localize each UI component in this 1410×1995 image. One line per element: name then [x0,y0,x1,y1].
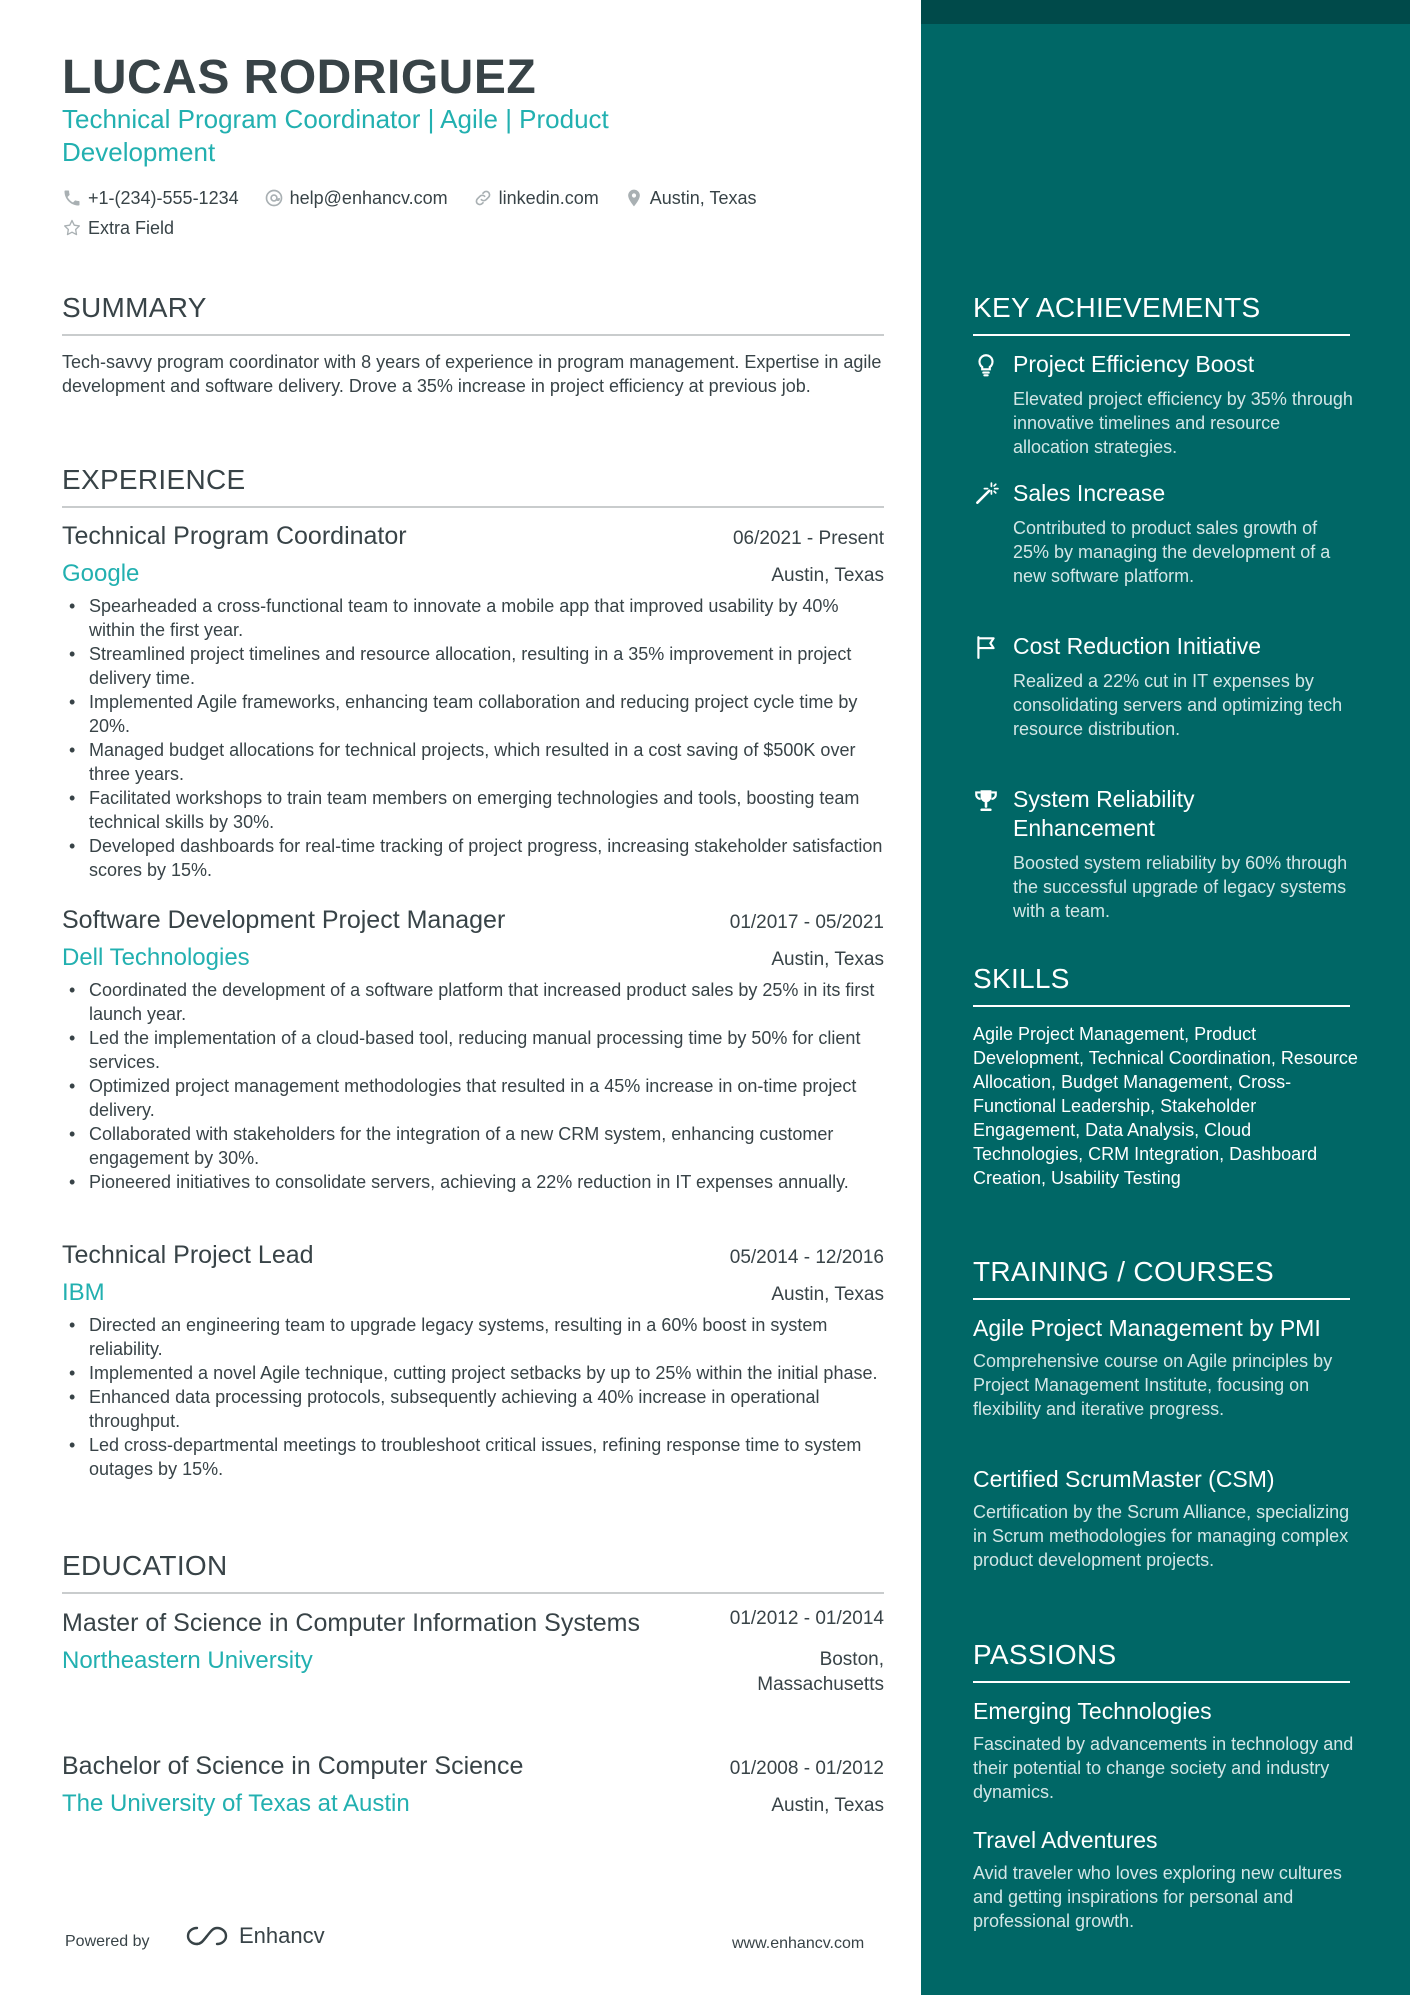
education-entry [62,1608,884,1697]
job-company[interactable]: Google [62,560,140,587]
job-bullets [62,1313,884,1481]
job-bullet: • Coordinated the development of a software platform that increased product sales by 25% in its first launch year. [62,978,884,1026]
job-bullet: • Enhanced data processing protocols, subsequently achieving a 40% increase in operational throughput. [62,1385,884,1433]
achievement-description: Boosted system reliability by 60% through the successful upgrade of legacy systems with a team. [1013,853,1348,921]
contact-location [624,185,757,211]
job-role: Technical Program Coordinator [62,522,407,550]
achievement-description: Contributed to product sales growth of 25% by managing the development of a new software platform. [1013,518,1331,586]
star-icon [62,218,82,238]
education-location: Boston, Massachusetts [757,1649,884,1695]
achievement-item [973,785,1353,923]
candidate-name: LUCAS RODRIGUEZ [62,51,537,104]
job-bullet: • Led cross-departmental meetings to troubleshoot critical issues, refining response time to system outages by 15%. [62,1433,884,1481]
achievements-heading: KEY ACHIEVEMENTS [973,292,1350,336]
job-location: Austin, Texas [771,1284,884,1305]
job-bullet: • Led the implementation of a cloud-based tool, reducing manual processing time by 50% for client services. [62,1026,884,1074]
training-description: Comprehensive course on Agile principles by Project Management Institute, focusing on flexibility and iterative progress. [973,1351,1333,1419]
achievement-title: System Reliability Enhancement [1013,786,1195,841]
magic-wand-icon [973,481,999,507]
job-entry [62,522,884,882]
training-item [973,1314,1363,1421]
achievement-item [973,632,1353,741]
passion-description: Fascinated by advancements in technology and their potential to change society and industry dynamics. [973,1734,1354,1802]
enhancv-logo-icon [183,1923,231,1949]
job-bullet: • Managed budget allocations for technical projects, which resulted in a cost saving of $500K over three years. [62,738,884,786]
training-description: Certification by the Scrum Alliance, specializing in Scrum methodologies for managing complex product development projects. [973,1502,1350,1570]
job-company[interactable]: IBM [62,1279,105,1306]
training-item [973,1465,1363,1572]
education-entry [62,1752,884,1818]
education-degree: Bachelor of Science in Computer Science [62,1752,524,1780]
job-bullets [62,978,884,1194]
extra-text: Extra Field [88,217,175,238]
job-dates: 05/2014 - 12/2016 [729,1247,884,1268]
contact-email[interactable] [264,185,448,211]
job-dates: 06/2021 - Present [732,528,884,549]
training-title: Agile Project Management by PMI [973,1315,1321,1341]
skills-list: Agile Project Management, Product Development, Technical Coordination, Resource Allocation, Budget Management, Cross-Functional Leadership, Stakeholder Engagement, Data Analysis, Cloud Technologies, CRM Integration, Dashboard Creation, Usability Testing [973,1024,1358,1188]
powered-by-label: Powered by [65,1933,150,1950]
achievement-item [973,479,1353,588]
achievement-item [973,350,1353,459]
linkedin-text: linkedin.com [498,187,599,208]
passion-item [973,1697,1363,1804]
job-bullet: • Developed dashboards for real-time tracking of project progress, increasing stakeholder satisfaction scores by 15%. [62,834,884,882]
contact-extra [62,215,174,241]
education-dates: 01/2012 - 01/2014 [729,1608,884,1629]
training-heading: TRAINING / COURSES [973,1256,1350,1300]
lightbulb-icon [973,352,999,378]
achievement-description: Realized a 22% cut in IT expenses by consolidating servers and optimizing tech resource distribution. [1013,671,1343,739]
phone-icon [62,188,82,208]
candidate-title: Technical Program Coordinator | Agile | Product Development [62,104,609,167]
location-text: Austin, Texas [649,187,757,208]
flag-icon [973,634,999,660]
job-bullet: • Streamlined project timelines and resource allocation, resulting in a 35% improvement in project delivery time. [62,642,884,690]
job-bullet: • Pioneered initiatives to consolidate servers, achieving a 22% reduction in IT expenses annually. [62,1170,884,1194]
education-dates: 01/2008 - 01/2012 [729,1758,884,1779]
job-bullet: • Facilitated workshops to train team members on emerging technologies and tools, boosting team technical skills by 30%. [62,786,884,834]
sidebar [921,0,1410,1995]
education-school[interactable]: The University of Texas at Austin [62,1790,410,1817]
job-bullet: • Implemented a novel Agile technique, cutting project setbacks by up to 25% within the initial phase. [62,1361,884,1385]
job-bullet: • Implemented Agile frameworks, enhancing team collaboration and reducing project cycle time by 20%. [62,690,884,738]
phone-text: +1-(234)-555-1234 [88,187,239,208]
job-bullet: • Spearheaded a cross-functional team to innovate a mobile app that improved usability by 40% within the first year. [62,594,884,642]
job-company[interactable]: Dell Technologies [62,944,250,971]
summary-heading: SUMMARY [62,292,884,336]
achievement-description: Elevated project efficiency by 35% through innovative timelines and resource allocation strategies. [1013,389,1353,457]
enhancv-brand-text: Enhancv [239,1923,325,1948]
achievement-title: Cost Reduction Initiative [1013,633,1262,659]
education-location: Austin, Texas [771,1795,884,1816]
education-degree: Master of Science in Computer Information Systems [62,1609,641,1637]
achievement-title: Sales Increase [1013,480,1166,506]
job-location: Austin, Texas [771,949,884,970]
job-bullet: • Collaborated with stakeholders for the integration of a new CRM system, enhancing customer engagement by 30%. [62,1122,884,1170]
experience-heading: EXPERIENCE [62,464,884,508]
education-heading: EDUCATION [62,1550,884,1594]
passion-item [973,1826,1363,1933]
contact-linkedin[interactable] [473,185,599,211]
achievement-title: Project Efficiency Boost [1013,351,1255,377]
enhancv-logo[interactable] [183,1923,325,1949]
link-icon [473,188,493,208]
job-entry [62,906,884,1194]
at-icon [264,188,284,208]
job-role: Software Development Project Manager [62,906,506,934]
job-role: Technical Project Lead [62,1241,314,1269]
footer-url[interactable]: www.enhancv.com [732,1935,865,1952]
job-bullet: • Optimized project management methodologies that resulted in a 45% increase in on-time project delivery. [62,1074,884,1122]
email-text: help@enhancv.com [289,187,448,208]
summary-text: Tech-savvy program coordinator with 8 years of experience in program management. Expertise in agile development and software delivery. Drove a 35% increase in project efficiency at previous job. [62,352,882,396]
job-location: Austin, Texas [771,565,884,586]
training-title: Certified ScrumMaster (CSM) [973,1466,1275,1492]
education-school[interactable]: Northeastern University [62,1647,313,1674]
job-bullet: • Directed an engineering team to upgrade legacy systems, resulting in a 60% boost in system reliability. [62,1313,884,1361]
passion-title: Travel Adventures [973,1827,1158,1853]
contact-bar [62,185,882,243]
contact-phone[interactable] [62,185,239,211]
location-pin-icon [624,188,644,208]
job-dates: 01/2017 - 05/2021 [729,912,884,933]
job-entry [62,1241,884,1481]
sidebar-top-band [921,0,1410,24]
passion-description: Avid traveler who loves exploring new cultures and getting inspirations for personal and professional growth. [973,1863,1342,1931]
skills-heading: SKILLS [973,963,1350,1007]
job-bullets [62,594,884,882]
passions-heading: PASSIONS [973,1639,1350,1683]
passion-title: Emerging Technologies [973,1698,1212,1724]
trophy-icon [973,787,999,813]
